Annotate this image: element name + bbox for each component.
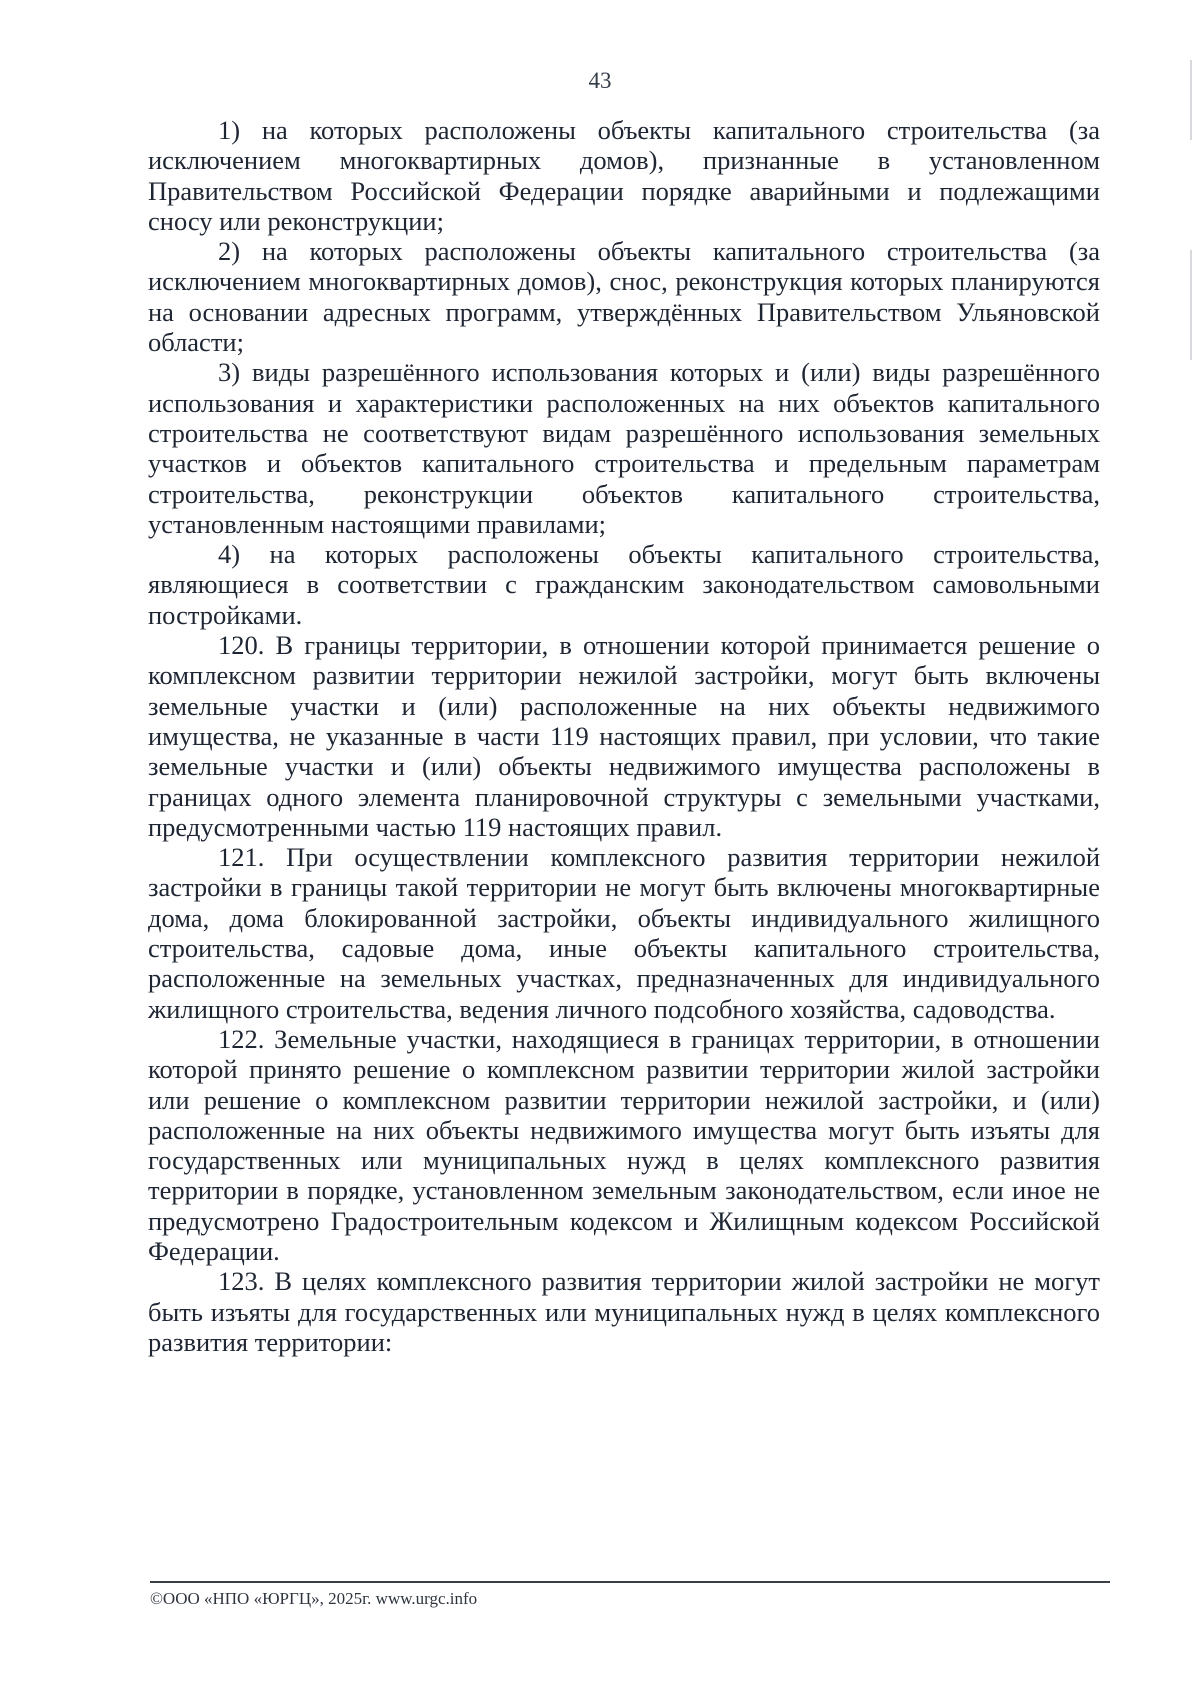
- paragraph-122: 122. Земельные участки, находящиеся в границах территории, в отношении которой принято решение о комплексном развитии территории жилой застройки или решение о комплексном развитии территории нежилой застройки, и (или) расположенные на них объекты недвижимого имущества могут быть изъяты для государственных или муниципальных нужд в целях комплексного развития территории в порядке, установленном земельным законодательством, если иное не предусмотрено Градостроительным кодексом и Жилищным кодексом Российской Федерации.: [148, 1023, 1100, 1266]
- page-number: 43: [588, 68, 612, 93]
- document-body: [148, 115, 1100, 1357]
- paragraph-123: 123. В целях комплексного развития территории жилой застройки не могут быть изъяты для государственных или муниципальных нужд в целях комплексного развития территории:: [148, 1266, 1100, 1357]
- scan-edge-mark: [1190, 60, 1192, 140]
- paragraph-121: 121. При осуществлении комплексного развития территории нежилой застройки в границы такой территории не могут быть включены многоквартирные дома, дома блокированной застройки, объекты индивидуального жилищного строительства, садовые дома, иные объекты капитального строительства, расположенные на земельных участках, предназначенных для индивидуального жилищного строительства, ведения личного подсобного хозяйства, садоводства.: [148, 842, 1100, 1024]
- paragraph-1-item-3: 3) виды разрешённого использования которых и (или) виды разрешённого использования и характеристики расположенных на них объектов капитального строительства не соответствуют видам разрешённого использования земельных участков и объектов капитального строительства и предельным параметрам строительства, реконструкции объектов капитального строительства, установленным настоящими правилами;: [148, 357, 1100, 539]
- footer-divider: [150, 1581, 1110, 1583]
- paragraph-1-item-1: 1) на которых расположены объекты капитального строительства (за исключением многоквартирных домов), признанные в установленном Правительством Российской Федерации порядке аварийными и подлежащими сносу или реконструкции;: [148, 115, 1100, 236]
- paragraph-1-item-2: 2) на которых расположены объекты капитального строительства (за исключением многоквартирных домов), снос, реконструкция которых планируются на основании адресных программ, утверждённых Правительством Ульяновской области;: [148, 236, 1100, 358]
- scan-edge-mark: [1190, 250, 1192, 360]
- paragraph-120: 120. В границы территории, в отношении которой принимается решение о комплексном развитии территории нежилой застройки, могут быть включены земельные участки и (или) расположенные на них объекты недвижимого имущества, не указанные в части 119 настоящих правил, при условии, что такие земельные участки и (или) объекты недвижимого имущества расположены в границах одного элемента планировочной структуры с земельными участками, предусмотренными частью 119 настоящих правил.: [148, 630, 1100, 842]
- footer-copyright: ©ООО «НПО «ЮРГЦ», 2025г. www.urgc.info: [150, 1589, 478, 1608]
- paragraph-1-item-4: 4) на которых расположены объекты капитального строительства, являющиеся в соответствии с гражданским законодательством самовольными постройками.: [148, 539, 1100, 630]
